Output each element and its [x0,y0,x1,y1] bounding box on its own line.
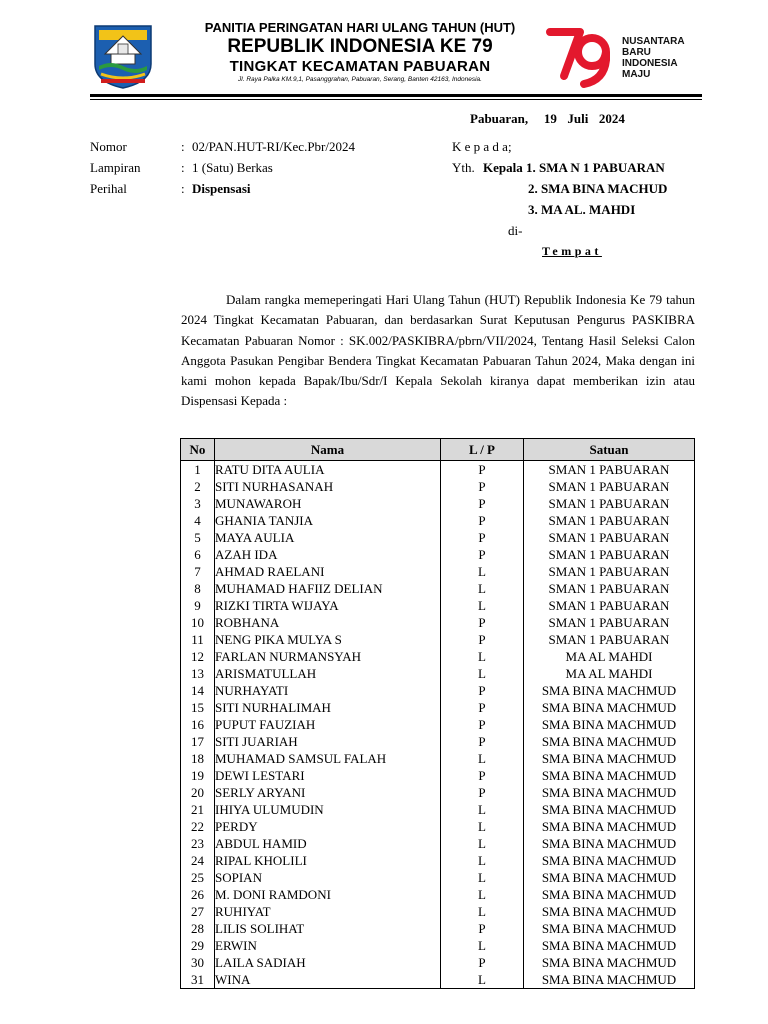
table-row [181,478,695,495]
cell-lp: P [441,920,524,937]
cell-satuan: SMA BINA MACHMUD [524,784,695,801]
cell-lp: P [441,546,524,563]
cell-nama: ARISMATULLAH [215,665,441,682]
cell-satuan: SMA BINA MACHMUD [524,869,695,886]
hut-logo-tagline [622,36,685,80]
table-row [181,971,695,989]
cell-no: 20 [181,784,215,801]
table-row [181,767,695,784]
cell-satuan: SMA BINA MACHMUD [524,682,695,699]
table-row [181,733,695,750]
cell-no: 14 [181,682,215,699]
hut-logo-line: INDONESIA [622,58,678,69]
cell-lp: P [441,631,524,648]
cell-satuan: SMA BINA MACHMUD [524,971,695,989]
cell-satuan: SMAN 1 PABUARAN [524,563,695,580]
cell-no: 3 [181,495,215,512]
cell-no: 6 [181,546,215,563]
cell-satuan: SMA BINA MACHMUD [524,937,695,954]
lampiran-colon: : [181,160,185,175]
cell-nama: AHMAD RAELANI [215,563,441,580]
cell-lp: P [441,461,524,479]
cell-lp: L [441,869,524,886]
cell-no: 29 [181,937,215,954]
cell-satuan: SMA BINA MACHMUD [524,954,695,971]
cell-no: 24 [181,852,215,869]
table-row [181,563,695,580]
cell-nama: MUHAMAD HAFIIZ DELIAN [215,580,441,597]
header-no: No [181,439,215,461]
cell-satuan: SMAN 1 PABUARAN [524,529,695,546]
table-body [181,461,695,989]
kepada-label: K e p a d a; [452,139,512,154]
lampiran-value: 1 (Satu) Berkas [192,160,273,175]
cell-lp: P [441,767,524,784]
cell-nama: SITI NURHASANAH [215,478,441,495]
cell-satuan: SMA BINA MACHMUD [524,767,695,784]
hut-logo-line: BARU [622,47,651,58]
cell-nama: LAILA SADIAH [215,954,441,971]
cell-nama: ABDUL HAMID [215,835,441,852]
cell-no: 13 [181,665,215,682]
cell-satuan: SMA BINA MACHMUD [524,886,695,903]
hut-logo-line: MAJU [622,69,651,80]
cell-nama: SERLY ARYANI [215,784,441,801]
recipient-line1: Kepala 1. SMA N 1 PABUARAN [483,160,665,175]
table-row [181,461,695,479]
table-row [181,750,695,767]
cell-lp: L [441,852,524,869]
cell-nama: AZAH IDA [215,546,441,563]
table-row [181,937,695,954]
cell-no: 16 [181,716,215,733]
cell-nama: M. DONI RAMDONI [215,886,441,903]
cell-lp: P [441,682,524,699]
table-row [181,716,695,733]
cell-lp: P [441,716,524,733]
cell-lp: L [441,903,524,920]
cell-no: 9 [181,597,215,614]
table-row [181,852,695,869]
cell-nama: FARLAN NURMANSYAH [215,648,441,665]
cell-lp: L [441,971,524,989]
nomor-label: Nomor [90,139,127,154]
letterhead-title: REPUBLIK INDONESIA KE 79 [227,36,493,57]
perihal-colon: : [181,181,185,196]
tempat-label: Tempat [542,244,602,258]
table-row [181,665,695,682]
nomor-colon: : [181,139,185,154]
participants-table [180,438,695,989]
cell-no: 30 [181,954,215,971]
yth-label: Yth. [452,160,475,175]
letter-date: Pabuaran, 19 Juli 2024 [470,111,625,126]
cell-no: 11 [181,631,215,648]
cell-no: 5 [181,529,215,546]
cell-satuan: SMAN 1 PABUARAN [524,512,695,529]
cell-lp: P [441,784,524,801]
lampiran-label: Lampiran [90,160,141,175]
hut-ri-79-logo-icon [546,26,620,88]
cell-lp: P [441,495,524,512]
table-row [181,920,695,937]
cell-satuan: SMA BINA MACHMUD [524,699,695,716]
table-row [181,495,695,512]
table-row [181,903,695,920]
hut-logo-line: NUSANTARA [622,36,685,47]
cell-satuan: SMAN 1 PABUARAN [524,546,695,563]
cell-nama: SOPIAN [215,869,441,886]
cell-nama: IHIYA ULUMUDIN [215,801,441,818]
cell-nama: LILIS SOLIHAT [215,920,441,937]
table-row [181,512,695,529]
cell-no: 21 [181,801,215,818]
cell-no: 28 [181,920,215,937]
table-row [181,886,695,903]
cell-lp: L [441,597,524,614]
cell-lp: P [441,478,524,495]
banten-emblem-icon [91,24,155,90]
cell-nama: RIPAL KHOLILI [215,852,441,869]
table-row [181,648,695,665]
cell-satuan: SMAN 1 PABUARAN [524,495,695,512]
cell-no: 26 [181,886,215,903]
cell-lp: L [441,665,524,682]
letterhead-subtitle: TINGKAT KECAMATAN PABUARAN [229,58,491,75]
table-row [181,529,695,546]
letter-body [181,290,695,412]
cell-satuan: SMAN 1 PABUARAN [524,631,695,648]
cell-lp: P [441,733,524,750]
cell-nama: MAYA AULIA [215,529,441,546]
cell-no: 12 [181,648,215,665]
cell-satuan: MA AL MAHDI [524,648,695,665]
cell-lp: P [441,529,524,546]
cell-satuan: SMA BINA MACHMUD [524,920,695,937]
table-row [181,835,695,852]
cell-nama: WINA [215,971,441,989]
cell-satuan: SMAN 1 PABUARAN [524,461,695,479]
cell-nama: MUNAWAROH [215,495,441,512]
table-row [181,614,695,631]
table-row [181,869,695,886]
table-row [181,801,695,818]
cell-no: 23 [181,835,215,852]
cell-no: 4 [181,512,215,529]
cell-nama: RATU DITA AULIA [215,461,441,479]
cell-nama: NENG PIKA MULYA S [215,631,441,648]
cell-satuan: SMAN 1 PABUARAN [524,614,695,631]
recipient-line2: 2. SMA BINA MACHUD [528,181,668,196]
recipient-line3: 3. MA AL. MAHDI [528,202,636,217]
perihal-value: Dispensasi [192,181,251,196]
cell-lp: P [441,614,524,631]
cell-lp: L [441,818,524,835]
table-row [181,597,695,614]
cell-satuan: SMA BINA MACHMUD [524,750,695,767]
cell-nama: RUHIYAT [215,903,441,920]
table-row [181,631,695,648]
cell-lp: L [441,648,524,665]
cell-satuan: SMA BINA MACHMUD [524,818,695,835]
cell-lp: L [441,835,524,852]
letterhead-address: Jl. Raya Palka KM.9,1, Pasanggrahan, Pabuaran, Serang, Banten 42163, Indonesia. [238,76,482,83]
cell-satuan: SMA BINA MACHMUD [524,801,695,818]
cell-no: 19 [181,767,215,784]
table-row [181,546,695,563]
cell-no: 15 [181,699,215,716]
table-row [181,818,695,835]
cell-satuan: SMA BINA MACHMUD [524,852,695,869]
cell-nama: RIZKI TIRTA WIJAYA [215,597,441,614]
cell-no: 10 [181,614,215,631]
letterhead-divider-thin [90,99,702,100]
cell-nama: SITI JUARIAH [215,733,441,750]
cell-lp: L [441,937,524,954]
header-lp: L / P [441,439,524,461]
cell-nama: PUPUT FAUZIAH [215,716,441,733]
cell-satuan: SMA BINA MACHMUD [524,733,695,750]
cell-lp: L [441,750,524,767]
table-row [181,784,695,801]
cell-satuan: MA AL MAHDI [524,665,695,682]
cell-no: 7 [181,563,215,580]
cell-nama: MUHAMAD SAMSUL FALAH [215,750,441,767]
cell-satuan: SMA BINA MACHMUD [524,903,695,920]
cell-lp: L [441,801,524,818]
cell-nama: ERWIN [215,937,441,954]
cell-lp: L [441,563,524,580]
cell-nama: ROBHANA [215,614,441,631]
perihal-label: Perihal [90,181,127,196]
cell-no: 18 [181,750,215,767]
cell-satuan: SMAN 1 PABUARAN [524,597,695,614]
cell-no: 8 [181,580,215,597]
cell-no: 22 [181,818,215,835]
table-header-row [181,439,695,461]
cell-nama: GHANIA TANJIA [215,512,441,529]
letterhead-divider-thick [90,94,702,97]
cell-satuan: SMAN 1 PABUARAN [524,580,695,597]
header-nama: Nama [215,439,441,461]
cell-nama: PERDY [215,818,441,835]
cell-lp: L [441,580,524,597]
cell-no: 17 [181,733,215,750]
letterhead-line1: PANITIA PERINGATAN HARI ULANG TAHUN (HUT) [204,20,516,35]
header-satuan: Satuan [524,439,695,461]
nomor-value: 02/PAN.HUT-RI/Kec.Pbr/2024 [192,139,355,154]
cell-lp: P [441,512,524,529]
cell-satuan: SMA BINA MACHMUD [524,716,695,733]
table-row [181,682,695,699]
cell-nama: DEWI LESTARI [215,767,441,784]
cell-no: 25 [181,869,215,886]
cell-satuan: SMA BINA MACHMUD [524,835,695,852]
table-row [181,954,695,971]
cell-lp: P [441,954,524,971]
cell-lp: P [441,699,524,716]
cell-no: 2 [181,478,215,495]
table-row [181,699,695,716]
cell-no: 1 [181,461,215,479]
cell-no: 27 [181,903,215,920]
cell-nama: SITI NURHALIMAH [215,699,441,716]
di-label: di- [508,223,523,238]
letter-body-text: Dalam rangka memeperingati Hari Ulang Tahun (HUT) Republik Indonesia Ke 79 tahun 2024 Tingkat Kecamatan Pabuaran, dan berdasarkan Surat Keputusan Pengurus PASKIBRA Kecamatan Pabuaran Nomor : SK.002/PASKIBRA/pbrn/VII/2024, Tentang Hasil Seleksi Calon Anggota Pasukan Pengibar Bendera Tingkat Kecamatan Pabuaran Tahun 2024, Maka dengan ini kami mohon kepada Bapak/Ibu/Sdr/I Kepala Sekolah kiranya dapat memberikan izin atau Dispensasi Kepada : [181,292,695,409]
cell-no: 31 [181,971,215,989]
cell-nama: NURHAYATI [215,682,441,699]
table-row [181,580,695,597]
cell-lp: L [441,886,524,903]
cell-satuan: SMAN 1 PABUARAN [524,478,695,495]
